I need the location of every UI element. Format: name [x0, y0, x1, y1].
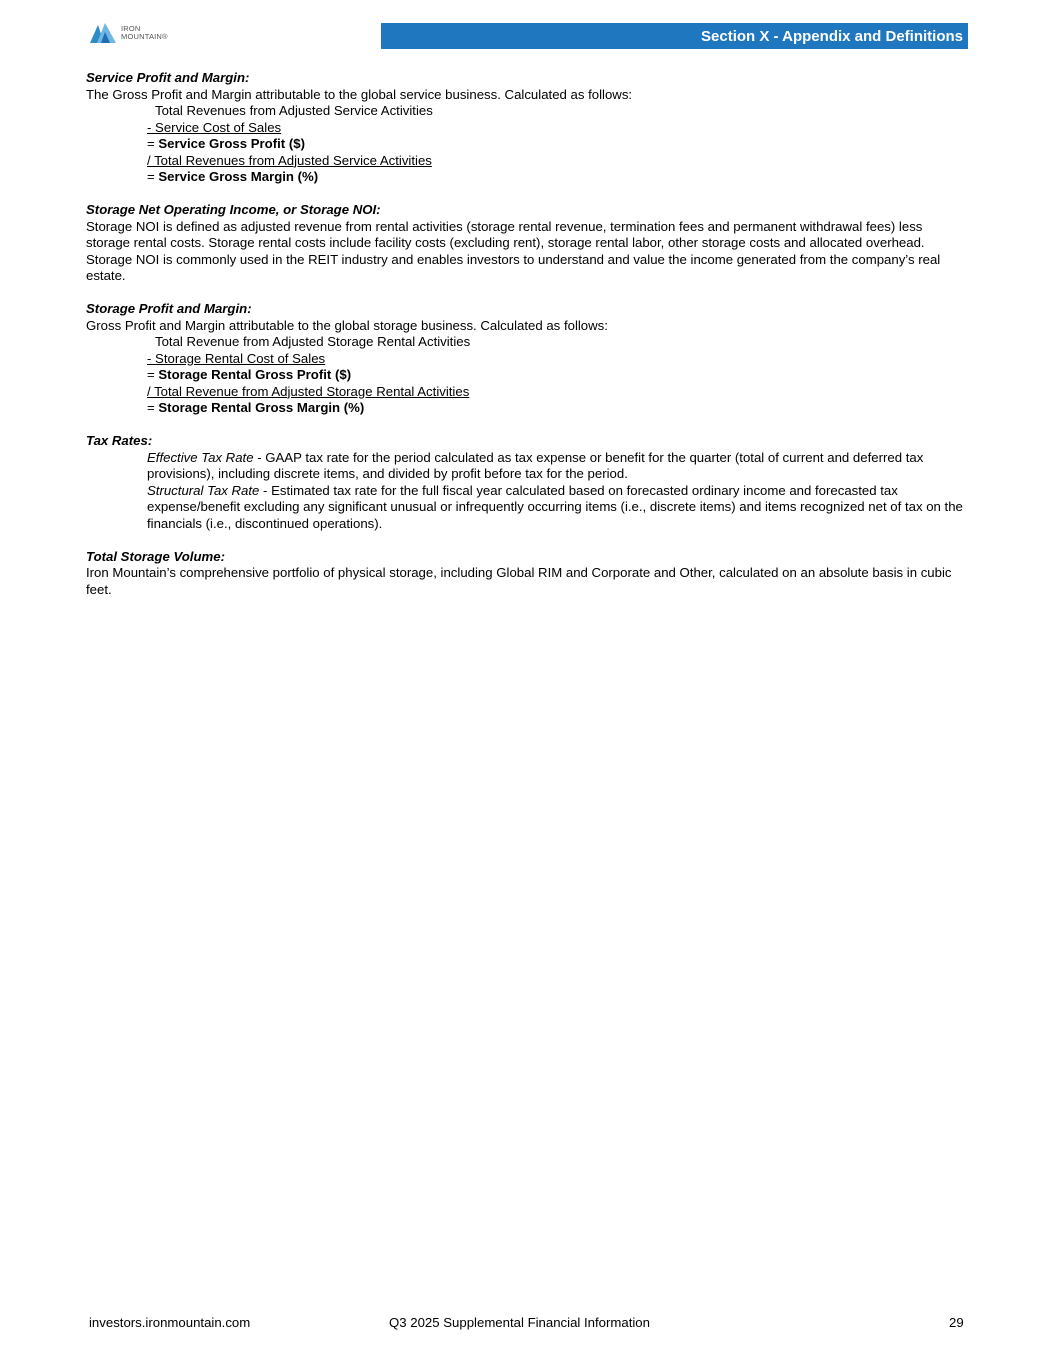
- service-calc-line: / Total Revenues from Adjusted Service Activities: [147, 152, 432, 168]
- storage-calc-line: / Total Revenue from Adjusted Storage Rental Activities: [147, 383, 470, 399]
- structural-tax-rate-definition: Structural Tax Rate - Estimated tax rate for the full fiscal year calculated based on forecasted ordinary income and forecasted tax expense/benefit excluding any significant unusual or infrequently occurring items (i.e., discrete items) and items recognized net of tax on the financials (i.e., discontinued operations).: [147, 482, 963, 531]
- service-calc-line: - Service Cost of Sales: [147, 119, 282, 135]
- volume-heading: Total Storage Volume:: [86, 548, 225, 564]
- service-intro: The Gross Profit and Margin attributable to the global service business. Calculated as follows:: [86, 86, 633, 102]
- service-calculation: [86, 103, 966, 186]
- section-title-bar: [381, 23, 968, 49]
- storage-calc-line: - Storage Rental Cost of Sales: [147, 350, 326, 366]
- mountain-logo-icon: [90, 23, 117, 43]
- storage-calc-line: = Storage Rental Gross Profit ($): [147, 367, 352, 382]
- noi-body: Storage NOI is defined as adjusted revenue from rental activities (storage rental revenue, termination fees and permanent withdrawal fees) less storage rental costs. Storage rental costs include facility costs (excluding rent), storage rental labor, other storage costs and allocated overhead. Storage NOI is commonly used in the REIT industry and enables investors to understand and value the income generated from the company’s real estate.: [86, 218, 941, 283]
- volume-body: Iron Mountain’s comprehensive portfolio of physical storage, including Global RIM and Corporate and Other, calculated on an absolute basis in cubic feet.: [86, 565, 952, 597]
- storage-heading: Storage Profit and Margin:: [86, 301, 252, 316]
- storage-calc-line: Total Revenue from Adjusted Storage Rental Activities: [155, 334, 471, 349]
- company-logo: [90, 21, 168, 45]
- page-number: 29: [949, 1315, 964, 1330]
- storage-intro: Gross Profit and Margin attributable to the global storage business. Calculated as follows:: [86, 317, 608, 333]
- service-calc-line: Total Revenues from Adjusted Service Activities: [155, 103, 433, 118]
- effective-tax-rate-definition: Effective Tax Rate - GAAP tax rate for the period calculated as tax expense or benefit for the quarter (total of current and deferred tax provisions), including discrete items, and divided by profit before tax for the period.: [147, 449, 924, 481]
- definitions-content: [86, 70, 966, 598]
- noi-heading: Storage Net Operating Income, or Storage NOI:: [86, 202, 381, 217]
- tax-heading: Tax Rates:: [86, 433, 153, 448]
- section-title: Section X - Appendix and Definitions: [701, 27, 963, 45]
- storage-calculation: [86, 334, 966, 417]
- footer-report-title: Q3 2025 Supplemental Financial Information: [389, 1315, 650, 1330]
- service-calc-line: = Service Gross Margin (%): [147, 169, 319, 184]
- service-heading: Service Profit and Margin:: [86, 70, 250, 85]
- logo-wordmark: IRON MOUNTAIN®: [121, 23, 168, 41]
- service-calc-line: = Service Gross Profit ($): [147, 136, 305, 151]
- storage-calc-line: = Storage Rental Gross Margin (%): [147, 400, 365, 415]
- footer-website: investors.ironmountain.com: [89, 1315, 251, 1330]
